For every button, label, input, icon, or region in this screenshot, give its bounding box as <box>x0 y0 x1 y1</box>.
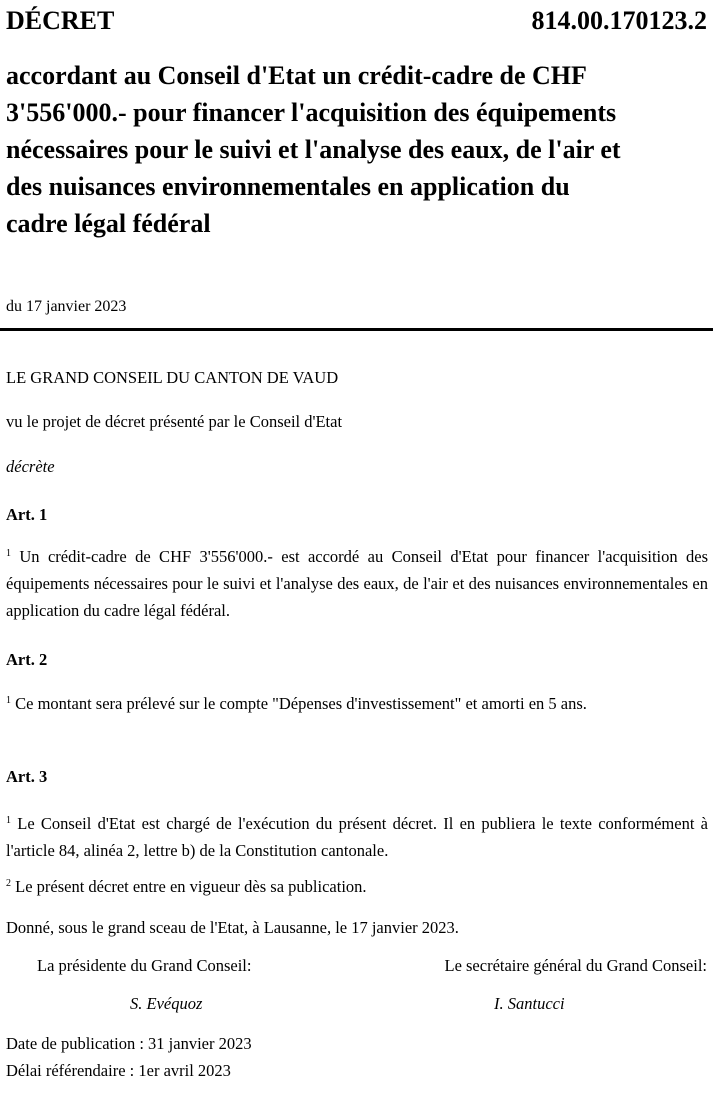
article-3-paragraph-2 <box>6 873 708 900</box>
article-1-paragraph-1 <box>6 543 708 624</box>
article-2-heading: Art. 2 <box>6 650 48 669</box>
paragraph-text: Le Conseil d'Etat est chargé de l'exécution du présent décret. Il en publiera le texte conformément à l'article 84, alinéa 2, lettre b) de la Constitution cantonale. <box>6 814 708 860</box>
paragraph-number: 1 <box>6 548 11 559</box>
right-signatory-name: I. Santucci <box>494 994 565 1013</box>
title-line: accordant au Conseil d'Etat un crédit-cadre de CHF <box>6 61 587 90</box>
document-type: DÉCRET <box>6 6 115 35</box>
decree-date: du 17 janvier 2023 <box>6 298 127 315</box>
authority-line: LE GRAND CONSEIL DU CANTON DE VAUD <box>6 368 339 387</box>
paragraph-number: 1 <box>6 695 11 706</box>
right-signatory-role: Le secrétaire général du Grand Conseil: <box>444 956 707 975</box>
article-3-paragraph-1 <box>6 810 708 864</box>
article-1-heading: Art. 1 <box>6 505 48 524</box>
title-line: nécessaires pour le suivi et l'analyse des eaux, de l'air et <box>6 135 621 164</box>
left-signatory-name: S. Evéquoz <box>130 994 203 1013</box>
article-2-paragraph-1 <box>6 690 708 717</box>
given-line: Donné, sous le grand sceau de l'Etat, à Lausanne, le 17 janvier 2023. <box>6 918 459 937</box>
left-signatory-role: La présidente du Grand Conseil: <box>37 956 252 975</box>
paragraph-number: 2 <box>6 878 11 889</box>
title-line: des nuisances environnementales en application du <box>6 172 570 201</box>
title-line: cadre légal fédéral <box>6 209 211 238</box>
article-3-heading: Art. 3 <box>6 767 48 786</box>
title-line: 3'556'000.- pour financer l'acquisition des équipements <box>6 98 617 127</box>
document-number: 814.00.170123.2 <box>531 6 707 35</box>
preamble-line: vu le projet de décret présenté par le Conseil d'Etat <box>6 412 343 431</box>
decree-title <box>6 57 706 242</box>
referendum-deadline: Délai référendaire : 1er avril 2023 <box>6 1061 231 1080</box>
paragraph-text: Ce montant sera prélevé sur le compte "Dépenses d'investissement" et amorti en 5 ans. <box>15 694 587 713</box>
decrees-line: décrète <box>6 457 55 476</box>
paragraph-number: 1 <box>6 815 11 826</box>
paragraph-text: Le présent décret entre en vigueur dès sa publication. <box>15 877 367 896</box>
paragraph-text: Un crédit-cadre de CHF 3'556'000.- est accordé au Conseil d'Etat pour financer l'acquisition des équipements nécessaires pour le suivi et l'analyse des eaux, de l'air et des nuisances environnementales en application du cadre légal fédéral. <box>6 547 708 620</box>
publication-date: Date de publication : 31 janvier 2023 <box>6 1034 252 1053</box>
document-header <box>6 6 707 38</box>
header-divider <box>0 328 713 331</box>
